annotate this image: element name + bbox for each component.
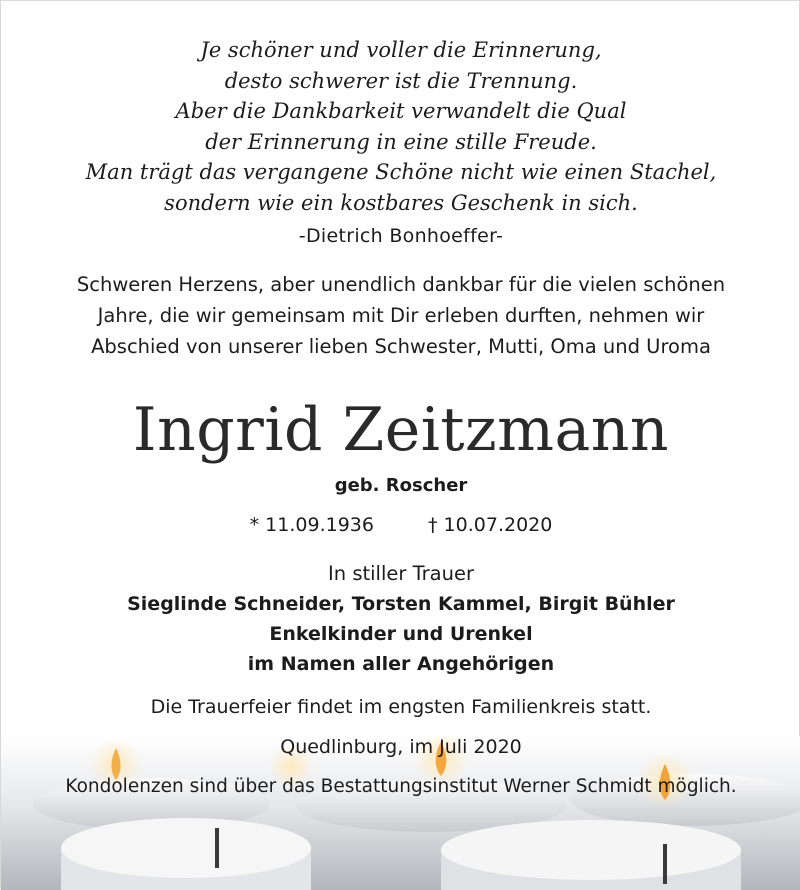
mourners-relatives: im Namen aller Angehörigen [247,653,555,675]
life-dates [1,514,800,536]
quote-line: desto schwerer ist die Trennung. [224,68,578,93]
maiden-name: geb. Roscher [334,475,468,496]
candle-front-left-top [61,818,311,878]
quote-author: -Dietrich Bonhoeffer- [298,225,504,247]
mourners-intro: In stiller Trauer [328,562,474,585]
place-date: Quedlinburg, im Juli 2020 [280,736,522,758]
quote-line: der Erinnerung in eine stille Freude. [205,129,597,154]
mourners-names: Sieglinde Schneider, Torsten Kammel, Birgit Bühler [127,593,675,615]
farewell-line: Schweren Herzens, aber unendlich dankbar für die vielen schönen [76,273,726,296]
candles-illustration [1,736,800,890]
wick [663,844,667,884]
condolences-notice: Kondolenzen sind über das Bestattungsinstitut Werner Schmidt möglich. [65,776,737,797]
death-date: † 10.07.2020 [428,514,553,536]
candles-image [1,736,800,890]
wick [215,828,219,868]
ceremony-notice: Die Trauerfeier findet im engsten Familienkreis statt. [150,696,652,718]
mourners-grandchildren: Enkelkinder und Urenkel [269,623,533,645]
mourners-block [1,559,800,679]
quote-line: Aber die Dankbarkeit verwandelt die Qual [175,99,627,123]
candle-front-right-top [441,820,741,880]
birth-date: * 11.09.1936 [249,514,374,536]
quote-line: Man trägt das vergangene Schöne nicht wie einen Stachel, [85,160,717,184]
farewell-text [1,269,800,362]
farewell-line: Jahre, die wir gemeinsam mit Dir erleben durften, nehmen wir [97,304,705,327]
deceased-name: Ingrid Zeitzmann [132,395,670,465]
quote-line: sondern wie ein kostbares Geschenk in sich. [164,190,638,215]
bonhoeffer-quote [1,35,800,218]
quote-line: Je schöner und voller die Erinnerung, [200,38,602,62]
farewell-line: Abschied von unserer lieben Schwester, Mutti, Oma und Uroma [91,335,711,358]
